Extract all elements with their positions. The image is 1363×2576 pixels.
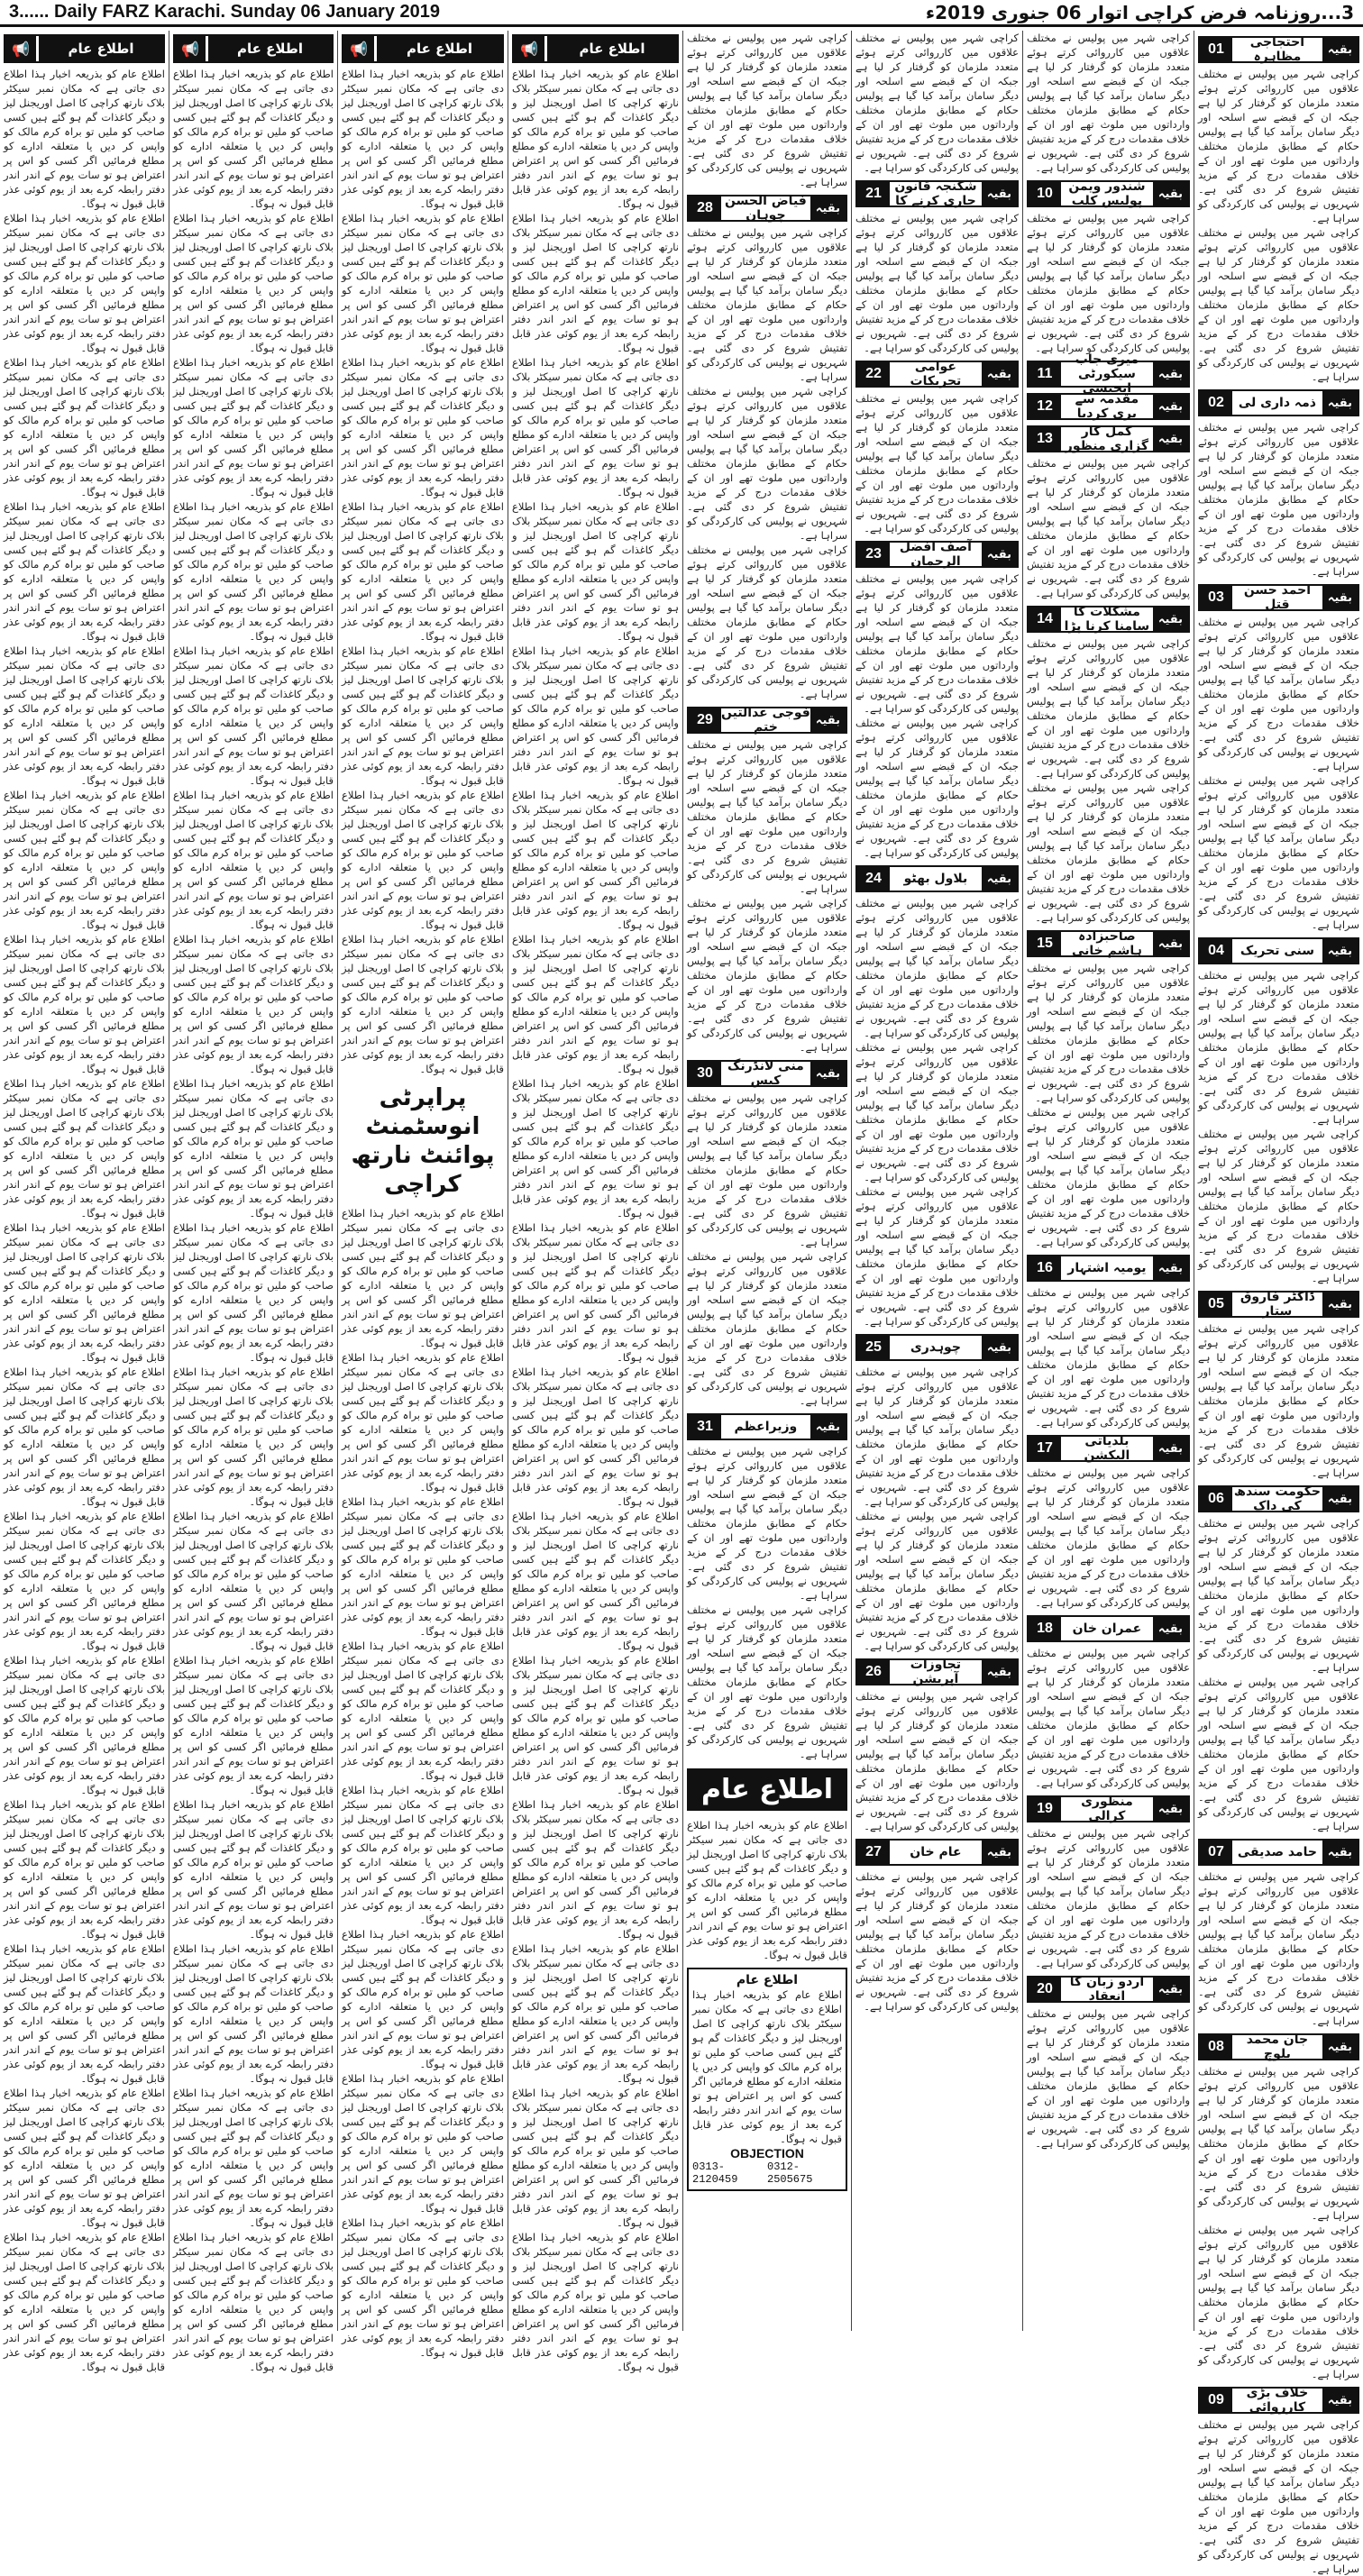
section-header-12: 12 مقدمہ سے بری کردیا بقیہ [1027, 393, 1190, 420]
section-header-17: 17 بلدیاتی الیکشن بقیہ [1027, 1435, 1190, 1462]
section-header-02: 02 ذمہ داری لی بقیہ [1198, 389, 1359, 416]
section-header-15: 15 صاحبزادہ ہاشم خانی بقیہ [1027, 930, 1190, 957]
section-header-16: 16 یومیہ اشتہار بقیہ [1027, 1255, 1190, 1282]
section-header-19: 19 منظوری کرالی بقیہ [1027, 1795, 1190, 1822]
section-header-13: 13 کمل کار گزاری منظور بقیہ [1027, 425, 1190, 452]
section-header-27: 27 عام خان بقیہ [855, 1839, 1019, 1866]
news-column-7: کراچی شہر میں پولیس نے مختلف علاقوں میں کارروائی کرتے ہوئے متعدد ملزمان کو گرفتار کر لیا ہے جبکہ ان کے قبضے سے اسلحہ اور دیگر سامان برآمد کیا گیا ہے پولیس حکام کے مطابق ملزمان مختلف وارداتوں میں ملوث تھے اور ان کے خلاف مقدمات درج کر کے مزید تفتیش شروع کر دی گئی ہے۔ شہریوں نے پولیس کی کارکردگی کو سراہا ہے۔ 10 شندور ویمن پولیس کلب بقیہ کراچی شہر میں پولیس نے مختلف علاقوں میں کارروائی کرتے ہوئے متعدد ملزمان کو گرفتار کر لیا ہے جبکہ ان کے قبضے سے اسلحہ اور دیگر سامان برآمد کیا گیا ہے پولیس حکام کے مطابق ملزمان مختلف وارداتوں میں ملوث تھے اور ان کے خلاف مقدمات درج کر کے مزید تفتیش شروع کر دی گئی ہے۔ شہریوں نے پولیس کی کارکردگی کو سراہا ہے۔ 11 میری جاب سیکورٹی ایجنسی بقیہ 12 مقدمہ سے بری کردیا بقیہ 13 کمل کار گزاری منظور بقیہ کراچی شہر میں پولیس نے مختلف علاقوں میں کارروائی کرتے ہوئے متعدد ملزمان کو گرفتار کر لیا ہے جبکہ ان کے قبضے سے اسلحہ اور دیگر سامان برآمد کیا گیا ہے پولیس حکام کے مطابق ملزمان مختلف وارداتوں میں ملوث تھے اور ان کے خلاف مقدمات درج کر کے مزید تفتیش شروع کر دی گئی ہے۔ شہریوں نے پولیس کی کارکردگی کو سراہا ہے۔ 14 مشکلات کا سامنا کرنا پڑا بقیہ کراچی شہر میں پولیس نے مختلف علاقوں میں کارروائی کرتے ہوئے متعدد ملزمان کو گرفتار کر لیا ہے جبکہ ان کے قبضے سے اسلحہ اور دیگر سامان برآمد کیا گیا ہے پولیس حکام کے مطابق ملزمان مختلف وارداتوں میں ملوث تھے اور ان کے خلاف مقدمات درج کر کے مزید تفتیش شروع کر دی گئی ہے۔ شہریوں نے پولیس کی کارکردگی کو سراہا ہے۔ کراچی شہر میں پولیس نے مختلف علاقوں میں کارروائی کرتے ہوئے متعدد ملزمان کو گرفتار کر لیا ہے جبکہ ان کے قبضے سے اسلحہ اور دیگر سامان برآمد کیا گیا ہے پولیس حکام کے مطابق ملزمان مختلف وارداتوں میں ملوث تھے اور ان کے خلاف مقدمات درج کر کے مزید تفتیش شروع کر دی گئی ہے۔ شہریوں نے پولیس کی کارکردگی کو سراہا ہے۔ 15 صاحبزادہ ہاشم خانی بقیہ کراچی شہر میں پولیس نے مختلف علاقوں میں کارروائی کرتے ہوئے متعدد ملزمان کو گرفتار کر لیا ہے جبکہ ان کے قبضے سے اسلحہ اور دیگر سامان برآمد کیا گیا ہے پولیس حکام کے مطابق ملزمان مختلف وارداتوں میں ملوث تھے اور ان کے خلاف مقدمات درج کر کے مزید تفتیش شروع کر دی گئی ہے۔ شہریوں نے پولیس کی کارکردگی کو سراہا ہے۔ کراچی شہر میں پولیس نے مختلف علاقوں میں کارروائی کرتے ہوئے متعدد ملزمان کو گرفتار کر لیا ہے جبکہ ان کے قبضے سے اسلحہ اور دیگر سامان برآمد کیا گیا ہے پولیس حکام کے مطابق ملزمان مختلف وارداتوں میں ملوث تھے اور ان کے خلاف مقدمات درج کر کے مزید تفتیش شروع کر دی گئی ہے۔ شہریوں نے پولیس کی کارکردگی کو سراہا ہے۔ 16 یومیہ اشتہار بقیہ کراچی شہر میں پولیس نے مختلف علاقوں میں کارروائی کرتے ہوئے متعدد ملزمان کو گرفتار کر لیا ہے جبکہ ان کے قبضے سے اسلحہ اور دیگر سامان برآمد کیا گیا ہے پولیس حکام کے مطابق ملزمان مختلف وارداتوں میں ملوث تھے اور ان کے خلاف مقدمات درج کر کے مزید تفتیش شروع کر دی گئی ہے۔ شہریوں نے پولیس کی کارکردگی کو سراہا ہے۔ 17 بلدیاتی الیکشن بقیہ کراچی شہر میں پولیس نے مختلف علاقوں میں کارروائی کرتے ہوئے متعدد ملزمان کو گرفتار کر لیا ہے جبکہ ان کے قبضے سے اسلحہ اور دیگر سامان برآمد کیا گیا ہے پولیس حکام کے مطابق ملزمان مختلف وارداتوں میں ملوث تھے اور ان کے خلاف مقدمات درج کر کے مزید تفتیش شروع کر دی گئی ہے۔ شہریوں نے پولیس کی کارکردگی کو سراہا ہے۔ 18 عمران خان بقیہ کراچی شہر میں پولیس نے مختلف علاقوں میں کارروائی کرتے ہوئے متعدد ملزمان کو گرفتار کر لیا ہے جبکہ ان کے قبضے سے اسلحہ اور دیگر سامان برآمد کیا گیا ہے پولیس حکام کے مطابق ملزمان مختلف وارداتوں میں ملوث تھے اور ان کے خلاف مقدمات درج کر کے مزید تفتیش شروع کر دی گئی ہے۔ شہریوں نے پولیس کی کارکردگی کو سراہا ہے۔ 19 منظوری کرالی بقیہ کراچی شہر میں پولیس نے مختلف علاقوں میں کارروائی کرتے ہوئے متعدد ملزمان کو گرفتار کر لیا ہے جبکہ ان کے قبضے سے اسلحہ اور دیگر سامان برآمد کیا گیا ہے پولیس حکام کے مطابق ملزمان مختلف وارداتوں میں ملوث تھے اور ان کے خلاف مقدمات درج کر کے مزید تفتیش شروع کر دی گئی ہے۔ شہریوں نے پولیس کی کارکردگی کو سراہا ہے۔ 20 اردو زبان کا انعقاد بقیہ کراچی شہر میں پولیس نے مختلف علاقوں میں کارروائی کرتے ہوئے متعدد ملزمان کو گرفتار کر لیا ہے جبکہ ان کے قبضے سے اسلحہ اور دیگر سامان برآمد کیا گیا ہے پولیس حکام کے مطابق ملزمان مختلف وارداتوں میں ملوث تھے اور ان کے خلاف مقدمات درج کر کے مزید تفتیش شروع کر دی گئی ہے۔ شہریوں نے پولیس کی کارکردگی کو سراہا ہے۔ [1027, 32, 1190, 2150]
section-header-09: 09 خلاف بڑی کارروائی بقیہ [1198, 2387, 1359, 2414]
section-header-26: 26 تجاوزات آپریشن بقیہ [855, 1658, 1019, 1685]
section-header-05: 05 ڈاکٹر فاروق ستار بقیہ [1198, 1291, 1359, 1318]
section-header-14: 14 مشکلات کا سامنا کرنا پڑا بقیہ [1027, 606, 1190, 633]
property-promo: پراپرٹی انوسٹمنٹ پوائنٹ نارتھ کراچی [351, 1084, 495, 1198]
section-header-24: 24 بلاول بھٹو بقیہ [855, 865, 1019, 892]
section-header-06: 06 حکومت سندھ کی داک بقیہ [1198, 1485, 1359, 1512]
section-header-03: 03 احمد حسن قتل بقیہ [1198, 584, 1359, 611]
news-column-6: کراچی شہر میں پولیس نے مختلف علاقوں میں کارروائی کرتے ہوئے متعدد ملزمان کو گرفتار کر لیا ہے جبکہ ان کے قبضے سے اسلحہ اور دیگر سامان برآمد کیا گیا ہے پولیس حکام کے مطابق ملزمان مختلف وارداتوں میں ملوث تھے اور ان کے خلاف مقدمات درج کر کے مزید تفتیش شروع کر دی گئی ہے۔ شہریوں نے پولیس کی کارکردگی کو سراہا ہے۔ 21 شکنجہ قانون جاری کرنے کا بقیہ کراچی شہر میں پولیس نے مختلف علاقوں میں کارروائی کرتے ہوئے متعدد ملزمان کو گرفتار کر لیا ہے جبکہ ان کے قبضے سے اسلحہ اور دیگر سامان برآمد کیا گیا ہے پولیس حکام کے مطابق ملزمان مختلف وارداتوں میں ملوث تھے اور ان کے خلاف مقدمات درج کر کے مزید تفتیش شروع کر دی گئی ہے۔ شہریوں نے پولیس کی کارکردگی کو سراہا ہے۔ 22 عوامی تحریکات بقیہ کراچی شہر میں پولیس نے مختلف علاقوں میں کارروائی کرتے ہوئے متعدد ملزمان کو گرفتار کر لیا ہے جبکہ ان کے قبضے سے اسلحہ اور دیگر سامان برآمد کیا گیا ہے پولیس حکام کے مطابق ملزمان مختلف وارداتوں میں ملوث تھے اور ان کے خلاف مقدمات درج کر کے مزید تفتیش شروع کر دی گئی ہے۔ شہریوں نے پولیس کی کارکردگی کو سراہا ہے۔ 23 آصف افضل الرحمان بقیہ کراچی شہر میں پولیس نے مختلف علاقوں میں کارروائی کرتے ہوئے متعدد ملزمان کو گرفتار کر لیا ہے جبکہ ان کے قبضے سے اسلحہ اور دیگر سامان برآمد کیا گیا ہے پولیس حکام کے مطابق ملزمان مختلف وارداتوں میں ملوث تھے اور ان کے خلاف مقدمات درج کر کے مزید تفتیش شروع کر دی گئی ہے۔ شہریوں نے پولیس کی کارکردگی کو سراہا ہے۔ کراچی شہر میں پولیس نے مختلف علاقوں میں کارروائی کرتے ہوئے متعدد ملزمان کو گرفتار کر لیا ہے جبکہ ان کے قبضے سے اسلحہ اور دیگر سامان برآمد کیا گیا ہے پولیس حکام کے مطابق ملزمان مختلف وارداتوں میں ملوث تھے اور ان کے خلاف مقدمات درج کر کے مزید تفتیش شروع کر دی گئی ہے۔ شہریوں نے پولیس کی کارکردگی کو سراہا ہے۔ 24 بلاول بھٹو بقیہ کراچی شہر میں پولیس نے مختلف علاقوں میں کارروائی کرتے ہوئے متعدد ملزمان کو گرفتار کر لیا ہے جبکہ ان کے قبضے سے اسلحہ اور دیگر سامان برآمد کیا گیا ہے پولیس حکام کے مطابق ملزمان مختلف وارداتوں میں ملوث تھے اور ان کے خلاف مقدمات درج کر کے مزید تفتیش شروع کر دی گئی ہے۔ شہریوں نے پولیس کی کارکردگی کو سراہا ہے۔ کراچی شہر میں پولیس نے مختلف علاقوں میں کارروائی کرتے ہوئے متعدد ملزمان کو گرفتار کر لیا ہے جبکہ ان کے قبضے سے اسلحہ اور دیگر سامان برآمد کیا گیا ہے پولیس حکام کے مطابق ملزمان مختلف وارداتوں میں ملوث تھے اور ان کے خلاف مقدمات درج کر کے مزید تفتیش شروع کر دی گئی ہے۔ شہریوں نے پولیس کی کارکردگی کو سراہا ہے۔ کراچی شہر میں پولیس نے مختلف علاقوں میں کارروائی کرتے ہوئے متعدد ملزمان کو گرفتار کر لیا ہے جبکہ ان کے قبضے سے اسلحہ اور دیگر سامان برآمد کیا گیا ہے پولیس حکام کے مطابق ملزمان مختلف وارداتوں میں ملوث تھے اور ان کے خلاف مقدمات درج کر کے مزید تفتیش شروع کر دی گئی ہے۔ شہریوں نے پولیس کی کارکردگی کو سراہا ہے۔ 25 چوہدری بقیہ کراچی شہر میں پولیس نے مختلف علاقوں میں کارروائی کرتے ہوئے متعدد ملزمان کو گرفتار کر لیا ہے جبکہ ان کے قبضے سے اسلحہ اور دیگر سامان برآمد کیا گیا ہے پولیس حکام کے مطابق ملزمان مختلف وارداتوں میں ملوث تھے اور ان کے خلاف مقدمات درج کر کے مزید تفتیش شروع کر دی گئی ہے۔ شہریوں نے پولیس کی کارکردگی کو سراہا ہے۔ کراچی شہر میں پولیس نے مختلف علاقوں میں کارروائی کرتے ہوئے متعدد ملزمان کو گرفتار کر لیا ہے جبکہ ان کے قبضے سے اسلحہ اور دیگر سامان برآمد کیا گیا ہے پولیس حکام کے مطابق ملزمان مختلف وارداتوں میں ملوث تھے اور ان کے خلاف مقدمات درج کر کے مزید تفتیش شروع کر دی گئی ہے۔ شہریوں نے پولیس کی کارکردگی کو سراہا ہے۔ 26 تجاوزات آپریشن بقیہ کراچی شہر میں پولیس نے مختلف علاقوں میں کارروائی کرتے ہوئے متعدد ملزمان کو گرفتار کر لیا ہے جبکہ ان کے قبضے سے اسلحہ اور دیگر سامان برآمد کیا گیا ہے پولیس حکام کے مطابق ملزمان مختلف وارداتوں میں ملوث تھے اور ان کے خلاف مقدمات درج کر کے مزید تفتیش شروع کر دی گئی ہے۔ شہریوں نے پولیس کی کارکردگی کو سراہا ہے۔ 27 عام خان بقیہ کراچی شہر میں پولیس نے مختلف علاقوں میں کارروائی کرتے ہوئے متعدد ملزمان کو گرفتار کر لیا ہے جبکہ ان کے قبضے سے اسلحہ اور دیگر سامان برآمد کیا گیا ہے پولیس حکام کے مطابق ملزمان مختلف وارداتوں میں ملوث تھے اور ان کے خلاف مقدمات درج کر کے مزید تفتیش شروع کر دی گئی ہے۔ شہریوں نے پولیس کی کارکردگی کو سراہا ہے۔ [855, 32, 1019, 2013]
megaphone-icon: 📢 [5, 36, 36, 61]
masthead [0, 0, 1363, 27]
section-header-04: 04 سنی تحریک بقیہ [1198, 937, 1359, 964]
ilan-aam-header: 📢 اطلاع عام [4, 34, 165, 63]
section-header-22: 22 عوامی تحریکات بقیہ [855, 361, 1019, 388]
section-header-11: 11 میری جاب سیکورٹی ایجنسی بقیہ [1027, 361, 1190, 388]
classifieds-column-4: 📢 اطلاع عام اطلاع عام کو بذریعہ اخبار ہذا اطلاع دی جاتی ہے کہ مکان نمبر سیکٹر بلاک نارتھ کراچی کا اصل اوریجنل لیز و دیگر کاغذات گم ہو گئے ہیں کسی صاحب کو ملیں تو براہ کرم مالک کو واپس کر دیں یا متعلقہ ادارے کو مطلع فرمائیں اگر کسی کو اس پر اعتراض ہو تو سات یوم کے اندر اندر دفتر رابطہ کرے بعد از یوم کوئی عذر قابل قبول نہ ہوگا۔ اطلاع عام کو بذریعہ اخبار ہذا اطلاع دی جاتی ہے کہ مکان نمبر سیکٹر بلاک نارتھ کراچی کا اصل اوریجنل لیز و دیگر کاغذات گم ہو گئے ہیں کسی صاحب کو ملیں تو براہ کرم مالک کو واپس کر دیں یا متعلقہ ادارے کو مطلع فرمائیں اگر کسی کو اس پر اعتراض ہو تو سات یوم کے اندر اندر دفتر رابطہ کرے بعد از یوم کوئی عذر قابل قبول نہ ہوگا۔ اطلاع عام کو بذریعہ اخبار ہذا اطلاع دی جاتی ہے کہ مکان نمبر سیکٹر بلاک نارتھ کراچی کا اصل اوریجنل لیز و دیگر کاغذات گم ہو گئے ہیں کسی صاحب کو ملیں تو براہ کرم مالک کو واپس کر دیں یا متعلقہ ادارے کو مطلع فرمائیں اگر کسی کو اس پر اعتراض ہو تو سات یوم کے اندر اندر دفتر رابطہ کرے بعد از یوم کوئی عذر قابل قبول نہ ہوگا۔ اطلاع عام کو بذریعہ اخبار ہذا اطلاع دی جاتی ہے کہ مکان نمبر سیکٹر بلاک نارتھ کراچی کا اصل اوریجنل لیز و دیگر کاغذات گم ہو گئے ہیں کسی صاحب کو ملیں تو براہ کرم مالک کو واپس کر دیں یا متعلقہ ادارے کو مطلع فرمائیں اگر کسی کو اس پر اعتراض ہو تو سات یوم کے اندر اندر دفتر رابطہ کرے بعد از یوم کوئی عذر قابل قبول نہ ہوگا۔ اطلاع عام کو بذریعہ اخبار ہذا اطلاع دی جاتی ہے کہ مکان نمبر سیکٹر بلاک نارتھ کراچی کا اصل اوریجنل لیز و دیگر کاغذات گم ہو گئے ہیں کسی صاحب کو ملیں تو براہ کرم مالک کو واپس کر دیں یا متعلقہ ادارے کو مطلع فرمائیں اگر کسی کو اس پر اعتراض ہو تو سات یوم کے اندر اندر دفتر رابطہ کرے بعد از یوم کوئی عذر قابل قبول نہ ہوگا۔ اطلاع عام کو بذریعہ اخبار ہذا اطلاع دی جاتی ہے کہ مکان نمبر سیکٹر بلاک نارتھ کراچی کا اصل اوریجنل لیز و دیگر کاغذات گم ہو گئے ہیں کسی صاحب کو ملیں تو براہ کرم مالک کو واپس کر دیں یا متعلقہ ادارے کو مطلع فرمائیں اگر کسی کو اس پر اعتراض ہو تو سات یوم کے اندر اندر دفتر رابطہ کرے بعد از یوم کوئی عذر قابل قبول نہ ہوگا۔ اطلاع عام کو بذریعہ اخبار ہذا اطلاع دی جاتی ہے کہ مکان نمبر سیکٹر بلاک نارتھ کراچی کا اصل اوریجنل لیز و دیگر کاغذات گم ہو گئے ہیں کسی صاحب کو ملیں تو براہ کرم مالک کو واپس کر دیں یا متعلقہ ادارے کو مطلع فرمائیں اگر کسی کو اس پر اعتراض ہو تو سات یوم کے اندر اندر دفتر رابطہ کرے بعد از یوم کوئی عذر قابل قبول نہ ہوگا۔ اطلاع عام کو بذریعہ اخبار ہذا اطلاع دی جاتی ہے کہ مکان نمبر سیکٹر بلاک نارتھ کراچی کا اصل اوریجنل لیز و دیگر کاغذات گم ہو گئے ہیں کسی صاحب کو ملیں تو براہ کرم مالک کو واپس کر دیں یا متعلقہ ادارے کو مطلع فرمائیں اگر کسی کو اس پر اعتراض ہو تو سات یوم کے اندر اندر دفتر رابطہ کرے بعد از یوم کوئی عذر قابل قبول نہ ہوگا۔ اطلاع عام کو بذریعہ اخبار ہذا اطلاع دی جاتی ہے کہ مکان نمبر سیکٹر بلاک نارتھ کراچی کا اصل اوریجنل لیز و دیگر کاغذات گم ہو گئے ہیں کسی صاحب کو ملیں تو براہ کرم مالک کو واپس کر دیں یا متعلقہ ادارے کو مطلع فرمائیں اگر کسی کو اس پر اعتراض ہو تو سات یوم کے اندر اندر دفتر رابطہ کرے بعد از یوم کوئی عذر قابل قبول نہ ہوگا۔ اطلاع عام کو بذریعہ اخبار ہذا اطلاع دی جاتی ہے کہ مکان نمبر سیکٹر بلاک نارتھ کراچی کا اصل اوریجنل لیز و دیگر کاغذات گم ہو گئے ہیں کسی صاحب کو ملیں تو براہ کرم مالک کو واپس کر دیں یا متعلقہ ادارے کو مطلع فرمائیں اگر کسی کو اس پر اعتراض ہو تو سات یوم کے اندر اندر دفتر رابطہ کرے بعد از یوم کوئی عذر قابل قبول نہ ہوگا۔ اطلاع عام کو بذریعہ اخبار ہذا اطلاع دی جاتی ہے کہ مکان نمبر سیکٹر بلاک نارتھ کراچی کا اصل اوریجنل لیز و دیگر کاغذات گم ہو گئے ہیں کسی صاحب کو ملیں تو براہ کرم مالک کو واپس کر دیں یا متعلقہ ادارے کو مطلع فرمائیں اگر کسی کو اس پر اعتراض ہو تو سات یوم کے اندر اندر دفتر رابطہ کرے بعد از یوم کوئی عذر قابل قبول نہ ہوگا۔ اطلاع عام کو بذریعہ اخبار ہذا اطلاع دی جاتی ہے کہ مکان نمبر سیکٹر بلاک نارتھ کراچی کا اصل اوریجنل لیز و دیگر کاغذات گم ہو گئے ہیں کسی صاحب کو ملیں تو براہ کرم مالک کو واپس کر دیں یا متعلقہ ادارے کو مطلع فرمائیں اگر کسی کو اس پر اعتراض ہو تو سات یوم کے اندر اندر دفتر رابطہ کرے بعد از یوم کوئی عذر قابل قبول نہ ہوگا۔ اطلاع عام کو بذریعہ اخبار ہذا اطلاع دی جاتی ہے کہ مکان نمبر سیکٹر بلاک نارتھ کراچی کا اصل اوریجنل لیز و دیگر کاغذات گم ہو گئے ہیں کسی صاحب کو ملیں تو براہ کرم مالک کو واپس کر دیں یا متعلقہ ادارے کو مطلع فرمائیں اگر کسی کو اس پر اعتراض ہو تو سات یوم کے اندر اندر دفتر رابطہ کرے بعد از یوم کوئی عذر قابل قبول نہ ہوگا۔ اطلاع عام کو بذریعہ اخبار ہذا اطلاع دی جاتی ہے کہ مکان نمبر سیکٹر بلاک نارتھ کراچی کا اصل اوریجنل لیز و دیگر کاغذات گم ہو گئے ہیں کسی صاحب کو ملیں تو براہ کرم مالک کو واپس کر دیں یا متعلقہ ادارے کو مطلع فرمائیں اگر کسی کو اس پر اعتراض ہو تو سات یوم کے اندر اندر دفتر رابطہ کرے بعد از یوم کوئی عذر قابل قبول نہ ہوگا۔ اطلاع عام کو بذریعہ اخبار ہذا اطلاع دی جاتی ہے کہ مکان نمبر سیکٹر بلاک نارتھ کراچی کا اصل اوریجنل لیز و دیگر کاغذات گم ہو گئے ہیں کسی صاحب کو ملیں تو براہ کرم مالک کو واپس کر دیں یا متعلقہ ادارے کو مطلع فرمائیں اگر کسی کو اس پر اعتراض ہو تو سات یوم کے اندر اندر دفتر رابطہ کرے بعد از یوم کوئی عذر قابل قبول نہ ہوگا۔ اطلاع عام کو بذریعہ اخبار ہذا اطلاع دی جاتی ہے کہ مکان نمبر سیکٹر بلاک نارتھ کراچی کا اصل اوریجنل لیز و دیگر کاغذات گم ہو گئے ہیں کسی صاحب کو ملیں تو براہ کرم مالک کو واپس کر دیں یا متعلقہ ادارے کو مطلع فرمائیں اگر کسی کو اس پر اعتراض ہو تو سات یوم کے اندر اندر دفتر رابطہ کرے بعد از یوم کوئی عذر قابل قبول نہ ہوگا۔ [508, 31, 682, 2331]
masthead-urdu: 3...روزنامہ فرض کراچی اتوار 06 جنوری 2019ء [925, 1, 1354, 23]
section-header-01: 01 احتجاجی مظاہرہ بقیہ [1198, 36, 1359, 63]
section-header-23: 23 آصف افضل الرحمان بقیہ [855, 541, 1019, 568]
megaphone-icon: 📢 [343, 36, 374, 61]
objection-notice: اطلاع عام اطلاع عام کو بذریعہ اخبار ہذا اطلاع دی جاتی ہے کہ مکان نمبر سیکٹر بلاک نارتھ کراچی کا اصل اوریجنل لیز و دیگر کاغذات گم ہو گئے ہیں کسی صاحب کو ملیں تو براہ کرم مالک کو واپس کر دیں یا متعلقہ ادارے کو مطلع فرمائیں اگر کسی کو اس پر اعتراض ہو تو سات یوم کے اندر اندر دفتر رابطہ کرے بعد از یوم کوئی عذر قابل قبول نہ ہوگا۔ OBJECTION 0313-2120459 0312-2505675 [687, 1968, 847, 2191]
masthead-english: 3...... Daily FARZ Karachi. Sunday 06 January 2019 [9, 2, 440, 22]
ilan-aam-banner: اطلاع عام [687, 1768, 847, 1811]
ilan-aam-header: 📢 اطلاع عام [173, 34, 334, 63]
megaphone-icon: 📢 [514, 36, 544, 61]
section-header-31: 31 وزیراعظم بقیہ [687, 1413, 847, 1440]
section-header-29: 29 فوجی عدالتیں ختم بقیہ [687, 707, 847, 734]
section-header-08: 08 جان محمد بلوچ بقیہ [1198, 2033, 1359, 2060]
classifieds-column-3: 📢 اطلاع عام اطلاع عام کو بذریعہ اخبار ہذا اطلاع دی جاتی ہے کہ مکان نمبر سیکٹر بلاک نارتھ کراچی کا اصل اوریجنل لیز و دیگر کاغذات گم ہو گئے ہیں کسی صاحب کو ملیں تو براہ کرم مالک کو واپس کر دیں یا متعلقہ ادارے کو مطلع فرمائیں اگر کسی کو اس پر اعتراض ہو تو سات یوم کے اندر اندر دفتر رابطہ کرے بعد از یوم کوئی عذر قابل قبول نہ ہوگا۔ اطلاع عام کو بذریعہ اخبار ہذا اطلاع دی جاتی ہے کہ مکان نمبر سیکٹر بلاک نارتھ کراچی کا اصل اوریجنل لیز و دیگر کاغذات گم ہو گئے ہیں کسی صاحب کو ملیں تو براہ کرم مالک کو واپس کر دیں یا متعلقہ ادارے کو مطلع فرمائیں اگر کسی کو اس پر اعتراض ہو تو سات یوم کے اندر اندر دفتر رابطہ کرے بعد از یوم کوئی عذر قابل قبول نہ ہوگا۔ اطلاع عام کو بذریعہ اخبار ہذا اطلاع دی جاتی ہے کہ مکان نمبر سیکٹر بلاک نارتھ کراچی کا اصل اوریجنل لیز و دیگر کاغذات گم ہو گئے ہیں کسی صاحب کو ملیں تو براہ کرم مالک کو واپس کر دیں یا متعلقہ ادارے کو مطلع فرمائیں اگر کسی کو اس پر اعتراض ہو تو سات یوم کے اندر اندر دفتر رابطہ کرے بعد از یوم کوئی عذر قابل قبول نہ ہوگا۔ اطلاع عام کو بذریعہ اخبار ہذا اطلاع دی جاتی ہے کہ مکان نمبر سیکٹر بلاک نارتھ کراچی کا اصل اوریجنل لیز و دیگر کاغذات گم ہو گئے ہیں کسی صاحب کو ملیں تو براہ کرم مالک کو واپس کر دیں یا متعلقہ ادارے کو مطلع فرمائیں اگر کسی کو اس پر اعتراض ہو تو سات یوم کے اندر اندر دفتر رابطہ کرے بعد از یوم کوئی عذر قابل قبول نہ ہوگا۔ اطلاع عام کو بذریعہ اخبار ہذا اطلاع دی جاتی ہے کہ مکان نمبر سیکٹر بلاک نارتھ کراچی کا اصل اوریجنل لیز و دیگر کاغذات گم ہو گئے ہیں کسی صاحب کو ملیں تو براہ کرم مالک کو واپس کر دیں یا متعلقہ ادارے کو مطلع فرمائیں اگر کسی کو اس پر اعتراض ہو تو سات یوم کے اندر اندر دفتر رابطہ کرے بعد از یوم کوئی عذر قابل قبول نہ ہوگا۔ اطلاع عام کو بذریعہ اخبار ہذا اطلاع دی جاتی ہے کہ مکان نمبر سیکٹر بلاک نارتھ کراچی کا اصل اوریجنل لیز و دیگر کاغذات گم ہو گئے ہیں کسی صاحب کو ملیں تو براہ کرم مالک کو واپس کر دیں یا متعلقہ ادارے کو مطلع فرمائیں اگر کسی کو اس پر اعتراض ہو تو سات یوم کے اندر اندر دفتر رابطہ کرے بعد از یوم کوئی عذر قابل قبول نہ ہوگا۔ اطلاع عام کو بذریعہ اخبار ہذا اطلاع دی جاتی ہے کہ مکان نمبر سیکٹر بلاک نارتھ کراچی کا اصل اوریجنل لیز و دیگر کاغذات گم ہو گئے ہیں کسی صاحب کو ملیں تو براہ کرم مالک کو واپس کر دیں یا متعلقہ ادارے کو مطلع فرمائیں اگر کسی کو اس پر اعتراض ہو تو سات یوم کے اندر اندر دفتر رابطہ کرے بعد از یوم کوئی عذر قابل قبول نہ ہوگا۔ پراپرٹی انوسٹمنٹ پوائنٹ نارتھ کراچی اطلاع عام کو بذریعہ اخبار ہذا اطلاع دی جاتی ہے کہ مکان نمبر سیکٹر بلاک نارتھ کراچی کا اصل اوریجنل لیز و دیگر کاغذات گم ہو گئے ہیں کسی صاحب کو ملیں تو براہ کرم مالک کو واپس کر دیں یا متعلقہ ادارے کو مطلع فرمائیں اگر کسی کو اس پر اعتراض ہو تو سات یوم کے اندر اندر دفتر رابطہ کرے بعد از یوم کوئی عذر قابل قبول نہ ہوگا۔ اطلاع عام کو بذریعہ اخبار ہذا اطلاع دی جاتی ہے کہ مکان نمبر سیکٹر بلاک نارتھ کراچی کا اصل اوریجنل لیز و دیگر کاغذات گم ہو گئے ہیں کسی صاحب کو ملیں تو براہ کرم مالک کو واپس کر دیں یا متعلقہ ادارے کو مطلع فرمائیں اگر کسی کو اس پر اعتراض ہو تو سات یوم کے اندر اندر دفتر رابطہ کرے بعد از یوم کوئی عذر قابل قبول نہ ہوگا۔ اطلاع عام کو بذریعہ اخبار ہذا اطلاع دی جاتی ہے کہ مکان نمبر سیکٹر بلاک نارتھ کراچی کا اصل اوریجنل لیز و دیگر کاغذات گم ہو گئے ہیں کسی صاحب کو ملیں تو براہ کرم مالک کو واپس کر دیں یا متعلقہ ادارے کو مطلع فرمائیں اگر کسی کو اس پر اعتراض ہو تو سات یوم کے اندر اندر دفتر رابطہ کرے بعد از یوم کوئی عذر قابل قبول نہ ہوگا۔ اطلاع عام کو بذریعہ اخبار ہذا اطلاع دی جاتی ہے کہ مکان نمبر سیکٹر بلاک نارتھ کراچی کا اصل اوریجنل لیز و دیگر کاغذات گم ہو گئے ہیں کسی صاحب کو ملیں تو براہ کرم مالک کو واپس کر دیں یا متعلقہ ادارے کو مطلع فرمائیں اگر کسی کو اس پر اعتراض ہو تو سات یوم کے اندر اندر دفتر رابطہ کرے بعد از یوم کوئی عذر قابل قبول نہ ہوگا۔ اطلاع عام کو بذریعہ اخبار ہذا اطلاع دی جاتی ہے کہ مکان نمبر سیکٹر بلاک نارتھ کراچی کا اصل اوریجنل لیز و دیگر کاغذات گم ہو گئے ہیں کسی صاحب کو ملیں تو براہ کرم مالک کو واپس کر دیں یا متعلقہ ادارے کو مطلع فرمائیں اگر کسی کو اس پر اعتراض ہو تو سات یوم کے اندر اندر دفتر رابطہ کرے بعد از یوم کوئی عذر قابل قبول نہ ہوگا۔ اطلاع عام کو بذریعہ اخبار ہذا اطلاع دی جاتی ہے کہ مکان نمبر سیکٹر بلاک نارتھ کراچی کا اصل اوریجنل لیز و دیگر کاغذات گم ہو گئے ہیں کسی صاحب کو ملیں تو براہ کرم مالک کو واپس کر دیں یا متعلقہ ادارے کو مطلع فرمائیں اگر کسی کو اس پر اعتراض ہو تو سات یوم کے اندر اندر دفتر رابطہ کرے بعد از یوم کوئی عذر قابل قبول نہ ہوگا۔ اطلاع عام کو بذریعہ اخبار ہذا اطلاع دی جاتی ہے کہ مکان نمبر سیکٹر بلاک نارتھ کراچی کا اصل اوریجنل لیز و دیگر کاغذات گم ہو گئے ہیں کسی صاحب کو ملیں تو براہ کرم مالک کو واپس کر دیں یا متعلقہ ادارے کو مطلع فرمائیں اگر کسی کو اس پر اعتراض ہو تو سات یوم کے اندر اندر دفتر رابطہ کرے بعد از یوم کوئی عذر قابل قبول نہ ہوگا۔ اطلاع عام کو بذریعہ اخبار ہذا اطلاع دی جاتی ہے کہ مکان نمبر سیکٹر بلاک نارتھ کراچی کا اصل اوریجنل لیز و دیگر کاغذات گم ہو گئے ہیں کسی صاحب کو ملیں تو براہ کرم مالک کو واپس کر دیں یا متعلقہ ادارے کو مطلع فرمائیں اگر کسی کو اس پر اعتراض ہو تو سات یوم کے اندر اندر دفتر رابطہ کرے بعد از یوم کوئی عذر قابل قبول نہ ہوگا۔ [338, 31, 508, 2331]
section-header-30: 30 منی لانڈرنگ کیس بقیہ [687, 1060, 847, 1087]
ilan-aam-header: 📢 اطلاع عام [342, 34, 504, 63]
section-header-10: 10 شندور ویمن پولیس کلب بقیہ [1027, 180, 1190, 207]
classifieds-column-1: 📢 اطلاع عام اطلاع عام کو بذریعہ اخبار ہذا اطلاع دی جاتی ہے کہ مکان نمبر سیکٹر بلاک نارتھ کراچی کا اصل اوریجنل لیز و دیگر کاغذات گم ہو گئے ہیں کسی صاحب کو ملیں تو براہ کرم مالک کو واپس کر دیں یا متعلقہ ادارے کو مطلع فرمائیں اگر کسی کو اس پر اعتراض ہو تو سات یوم کے اندر اندر دفتر رابطہ کرے بعد از یوم کوئی عذر قابل قبول نہ ہوگا۔ اطلاع عام کو بذریعہ اخبار ہذا اطلاع دی جاتی ہے کہ مکان نمبر سیکٹر بلاک نارتھ کراچی کا اصل اوریجنل لیز و دیگر کاغذات گم ہو گئے ہیں کسی صاحب کو ملیں تو براہ کرم مالک کو واپس کر دیں یا متعلقہ ادارے کو مطلع فرمائیں اگر کسی کو اس پر اعتراض ہو تو سات یوم کے اندر اندر دفتر رابطہ کرے بعد از یوم کوئی عذر قابل قبول نہ ہوگا۔ اطلاع عام کو بذریعہ اخبار ہذا اطلاع دی جاتی ہے کہ مکان نمبر سیکٹر بلاک نارتھ کراچی کا اصل اوریجنل لیز و دیگر کاغذات گم ہو گئے ہیں کسی صاحب کو ملیں تو براہ کرم مالک کو واپس کر دیں یا متعلقہ ادارے کو مطلع فرمائیں اگر کسی کو اس پر اعتراض ہو تو سات یوم کے اندر اندر دفتر رابطہ کرے بعد از یوم کوئی عذر قابل قبول نہ ہوگا۔ اطلاع عام کو بذریعہ اخبار ہذا اطلاع دی جاتی ہے کہ مکان نمبر سیکٹر بلاک نارتھ کراچی کا اصل اوریجنل لیز و دیگر کاغذات گم ہو گئے ہیں کسی صاحب کو ملیں تو براہ کرم مالک کو واپس کر دیں یا متعلقہ ادارے کو مطلع فرمائیں اگر کسی کو اس پر اعتراض ہو تو سات یوم کے اندر اندر دفتر رابطہ کرے بعد از یوم کوئی عذر قابل قبول نہ ہوگا۔ اطلاع عام کو بذریعہ اخبار ہذا اطلاع دی جاتی ہے کہ مکان نمبر سیکٹر بلاک نارتھ کراچی کا اصل اوریجنل لیز و دیگر کاغذات گم ہو گئے ہیں کسی صاحب کو ملیں تو براہ کرم مالک کو واپس کر دیں یا متعلقہ ادارے کو مطلع فرمائیں اگر کسی کو اس پر اعتراض ہو تو سات یوم کے اندر اندر دفتر رابطہ کرے بعد از یوم کوئی عذر قابل قبول نہ ہوگا۔ اطلاع عام کو بذریعہ اخبار ہذا اطلاع دی جاتی ہے کہ مکان نمبر سیکٹر بلاک نارتھ کراچی کا اصل اوریجنل لیز و دیگر کاغذات گم ہو گئے ہیں کسی صاحب کو ملیں تو براہ کرم مالک کو واپس کر دیں یا متعلقہ ادارے کو مطلع فرمائیں اگر کسی کو اس پر اعتراض ہو تو سات یوم کے اندر اندر دفتر رابطہ کرے بعد از یوم کوئی عذر قابل قبول نہ ہوگا۔ اطلاع عام کو بذریعہ اخبار ہذا اطلاع دی جاتی ہے کہ مکان نمبر سیکٹر بلاک نارتھ کراچی کا اصل اوریجنل لیز و دیگر کاغذات گم ہو گئے ہیں کسی صاحب کو ملیں تو براہ کرم مالک کو واپس کر دیں یا متعلقہ ادارے کو مطلع فرمائیں اگر کسی کو اس پر اعتراض ہو تو سات یوم کے اندر اندر دفتر رابطہ کرے بعد از یوم کوئی عذر قابل قبول نہ ہوگا۔ اطلاع عام کو بذریعہ اخبار ہذا اطلاع دی جاتی ہے کہ مکان نمبر سیکٹر بلاک نارتھ کراچی کا اصل اوریجنل لیز و دیگر کاغذات گم ہو گئے ہیں کسی صاحب کو ملیں تو براہ کرم مالک کو واپس کر دیں یا متعلقہ ادارے کو مطلع فرمائیں اگر کسی کو اس پر اعتراض ہو تو سات یوم کے اندر اندر دفتر رابطہ کرے بعد از یوم کوئی عذر قابل قبول نہ ہوگا۔ اطلاع عام کو بذریعہ اخبار ہذا اطلاع دی جاتی ہے کہ مکان نمبر سیکٹر بلاک نارتھ کراچی کا اصل اوریجنل لیز و دیگر کاغذات گم ہو گئے ہیں کسی صاحب کو ملیں تو براہ کرم مالک کو واپس کر دیں یا متعلقہ ادارے کو مطلع فرمائیں اگر کسی کو اس پر اعتراض ہو تو سات یوم کے اندر اندر دفتر رابطہ کرے بعد از یوم کوئی عذر قابل قبول نہ ہوگا۔ اطلاع عام کو بذریعہ اخبار ہذا اطلاع دی جاتی ہے کہ مکان نمبر سیکٹر بلاک نارتھ کراچی کا اصل اوریجنل لیز و دیگر کاغذات گم ہو گئے ہیں کسی صاحب کو ملیں تو براہ کرم مالک کو واپس کر دیں یا متعلقہ ادارے کو مطلع فرمائیں اگر کسی کو اس پر اعتراض ہو تو سات یوم کے اندر اندر دفتر رابطہ کرے بعد از یوم کوئی عذر قابل قبول نہ ہوگا۔ اطلاع عام کو بذریعہ اخبار ہذا اطلاع دی جاتی ہے کہ مکان نمبر سیکٹر بلاک نارتھ کراچی کا اصل اوریجنل لیز و دیگر کاغذات گم ہو گئے ہیں کسی صاحب کو ملیں تو براہ کرم مالک کو واپس کر دیں یا متعلقہ ادارے کو مطلع فرمائیں اگر کسی کو اس پر اعتراض ہو تو سات یوم کے اندر اندر دفتر رابطہ کرے بعد از یوم کوئی عذر قابل قبول نہ ہوگا۔ اطلاع عام کو بذریعہ اخبار ہذا اطلاع دی جاتی ہے کہ مکان نمبر سیکٹر بلاک نارتھ کراچی کا اصل اوریجنل لیز و دیگر کاغذات گم ہو گئے ہیں کسی صاحب کو ملیں تو براہ کرم مالک کو واپس کر دیں یا متعلقہ ادارے کو مطلع فرمائیں اگر کسی کو اس پر اعتراض ہو تو سات یوم کے اندر اندر دفتر رابطہ کرے بعد از یوم کوئی عذر قابل قبول نہ ہوگا۔ اطلاع عام کو بذریعہ اخبار ہذا اطلاع دی جاتی ہے کہ مکان نمبر سیکٹر بلاک نارتھ کراچی کا اصل اوریجنل لیز و دیگر کاغذات گم ہو گئے ہیں کسی صاحب کو ملیں تو براہ کرم مالک کو واپس کر دیں یا متعلقہ ادارے کو مطلع فرمائیں اگر کسی کو اس پر اعتراض ہو تو سات یوم کے اندر اندر دفتر رابطہ کرے بعد از یوم کوئی عذر قابل قبول نہ ہوگا۔ اطلاع عام کو بذریعہ اخبار ہذا اطلاع دی جاتی ہے کہ مکان نمبر سیکٹر بلاک نارتھ کراچی کا اصل اوریجنل لیز و دیگر کاغذات گم ہو گئے ہیں کسی صاحب کو ملیں تو براہ کرم مالک کو واپس کر دیں یا متعلقہ ادارے کو مطلع فرمائیں اگر کسی کو اس پر اعتراض ہو تو سات یوم کے اندر اندر دفتر رابطہ کرے بعد از یوم کوئی عذر قابل قبول نہ ہوگا۔ اطلاع عام کو بذریعہ اخبار ہذا اطلاع دی جاتی ہے کہ مکان نمبر سیکٹر بلاک نارتھ کراچی کا اصل اوریجنل لیز و دیگر کاغذات گم ہو گئے ہیں کسی صاحب کو ملیں تو براہ کرم مالک کو واپس کر دیں یا متعلقہ ادارے کو مطلع فرمائیں اگر کسی کو اس پر اعتراض ہو تو سات یوم کے اندر اندر دفتر رابطہ کرے بعد از یوم کوئی عذر قابل قبول نہ ہوگا۔ اطلاع عام کو بذریعہ اخبار ہذا اطلاع دی جاتی ہے کہ مکان نمبر سیکٹر بلاک نارتھ کراچی کا اصل اوریجنل لیز و دیگر کاغذات گم ہو گئے ہیں کسی صاحب کو ملیں تو براہ کرم مالک کو واپس کر دیں یا متعلقہ ادارے کو مطلع فرمائیں اگر کسی کو اس پر اعتراض ہو تو سات یوم کے اندر اندر دفتر رابطہ کرے بعد از یوم کوئی عذر قابل قبول نہ ہوگا۔ [0, 31, 169, 2331]
megaphone-icon: 📢 [175, 36, 206, 61]
section-header-25: 25 چوہدری بقیہ [855, 1334, 1019, 1361]
classifieds-column-2: 📢 اطلاع عام اطلاع عام کو بذریعہ اخبار ہذا اطلاع دی جاتی ہے کہ مکان نمبر سیکٹر بلاک نارتھ کراچی کا اصل اوریجنل لیز و دیگر کاغذات گم ہو گئے ہیں کسی صاحب کو ملیں تو براہ کرم مالک کو واپس کر دیں یا متعلقہ ادارے کو مطلع فرمائیں اگر کسی کو اس پر اعتراض ہو تو سات یوم کے اندر اندر دفتر رابطہ کرے بعد از یوم کوئی عذر قابل قبول نہ ہوگا۔ اطلاع عام کو بذریعہ اخبار ہذا اطلاع دی جاتی ہے کہ مکان نمبر سیکٹر بلاک نارتھ کراچی کا اصل اوریجنل لیز و دیگر کاغذات گم ہو گئے ہیں کسی صاحب کو ملیں تو براہ کرم مالک کو واپس کر دیں یا متعلقہ ادارے کو مطلع فرمائیں اگر کسی کو اس پر اعتراض ہو تو سات یوم کے اندر اندر دفتر رابطہ کرے بعد از یوم کوئی عذر قابل قبول نہ ہوگا۔ اطلاع عام کو بذریعہ اخبار ہذا اطلاع دی جاتی ہے کہ مکان نمبر سیکٹر بلاک نارتھ کراچی کا اصل اوریجنل لیز و دیگر کاغذات گم ہو گئے ہیں کسی صاحب کو ملیں تو براہ کرم مالک کو واپس کر دیں یا متعلقہ ادارے کو مطلع فرمائیں اگر کسی کو اس پر اعتراض ہو تو سات یوم کے اندر اندر دفتر رابطہ کرے بعد از یوم کوئی عذر قابل قبول نہ ہوگا۔ اطلاع عام کو بذریعہ اخبار ہذا اطلاع دی جاتی ہے کہ مکان نمبر سیکٹر بلاک نارتھ کراچی کا اصل اوریجنل لیز و دیگر کاغذات گم ہو گئے ہیں کسی صاحب کو ملیں تو براہ کرم مالک کو واپس کر دیں یا متعلقہ ادارے کو مطلع فرمائیں اگر کسی کو اس پر اعتراض ہو تو سات یوم کے اندر اندر دفتر رابطہ کرے بعد از یوم کوئی عذر قابل قبول نہ ہوگا۔ اطلاع عام کو بذریعہ اخبار ہذا اطلاع دی جاتی ہے کہ مکان نمبر سیکٹر بلاک نارتھ کراچی کا اصل اوریجنل لیز و دیگر کاغذات گم ہو گئے ہیں کسی صاحب کو ملیں تو براہ کرم مالک کو واپس کر دیں یا متعلقہ ادارے کو مطلع فرمائیں اگر کسی کو اس پر اعتراض ہو تو سات یوم کے اندر اندر دفتر رابطہ کرے بعد از یوم کوئی عذر قابل قبول نہ ہوگا۔ اطلاع عام کو بذریعہ اخبار ہذا اطلاع دی جاتی ہے کہ مکان نمبر سیکٹر بلاک نارتھ کراچی کا اصل اوریجنل لیز و دیگر کاغذات گم ہو گئے ہیں کسی صاحب کو ملیں تو براہ کرم مالک کو واپس کر دیں یا متعلقہ ادارے کو مطلع فرمائیں اگر کسی کو اس پر اعتراض ہو تو سات یوم کے اندر اندر دفتر رابطہ کرے بعد از یوم کوئی عذر قابل قبول نہ ہوگا۔ اطلاع عام کو بذریعہ اخبار ہذا اطلاع دی جاتی ہے کہ مکان نمبر سیکٹر بلاک نارتھ کراچی کا اصل اوریجنل لیز و دیگر کاغذات گم ہو گئے ہیں کسی صاحب کو ملیں تو براہ کرم مالک کو واپس کر دیں یا متعلقہ ادارے کو مطلع فرمائیں اگر کسی کو اس پر اعتراض ہو تو سات یوم کے اندر اندر دفتر رابطہ کرے بعد از یوم کوئی عذر قابل قبول نہ ہوگا۔ اطلاع عام کو بذریعہ اخبار ہذا اطلاع دی جاتی ہے کہ مکان نمبر سیکٹر بلاک نارتھ کراچی کا اصل اوریجنل لیز و دیگر کاغذات گم ہو گئے ہیں کسی صاحب کو ملیں تو براہ کرم مالک کو واپس کر دیں یا متعلقہ ادارے کو مطلع فرمائیں اگر کسی کو اس پر اعتراض ہو تو سات یوم کے اندر اندر دفتر رابطہ کرے بعد از یوم کوئی عذر قابل قبول نہ ہوگا۔ اطلاع عام کو بذریعہ اخبار ہذا اطلاع دی جاتی ہے کہ مکان نمبر سیکٹر بلاک نارتھ کراچی کا اصل اوریجنل لیز و دیگر کاغذات گم ہو گئے ہیں کسی صاحب کو ملیں تو براہ کرم مالک کو واپس کر دیں یا متعلقہ ادارے کو مطلع فرمائیں اگر کسی کو اس پر اعتراض ہو تو سات یوم کے اندر اندر دفتر رابطہ کرے بعد از یوم کوئی عذر قابل قبول نہ ہوگا۔ اطلاع عام کو بذریعہ اخبار ہذا اطلاع دی جاتی ہے کہ مکان نمبر سیکٹر بلاک نارتھ کراچی کا اصل اوریجنل لیز و دیگر کاغذات گم ہو گئے ہیں کسی صاحب کو ملیں تو براہ کرم مالک کو واپس کر دیں یا متعلقہ ادارے کو مطلع فرمائیں اگر کسی کو اس پر اعتراض ہو تو سات یوم کے اندر اندر دفتر رابطہ کرے بعد از یوم کوئی عذر قابل قبول نہ ہوگا۔ اطلاع عام کو بذریعہ اخبار ہذا اطلاع دی جاتی ہے کہ مکان نمبر سیکٹر بلاک نارتھ کراچی کا اصل اوریجنل لیز و دیگر کاغذات گم ہو گئے ہیں کسی صاحب کو ملیں تو براہ کرم مالک کو واپس کر دیں یا متعلقہ ادارے کو مطلع فرمائیں اگر کسی کو اس پر اعتراض ہو تو سات یوم کے اندر اندر دفتر رابطہ کرے بعد از یوم کوئی عذر قابل قبول نہ ہوگا۔ اطلاع عام کو بذریعہ اخبار ہذا اطلاع دی جاتی ہے کہ مکان نمبر سیکٹر بلاک نارتھ کراچی کا اصل اوریجنل لیز و دیگر کاغذات گم ہو گئے ہیں کسی صاحب کو ملیں تو براہ کرم مالک کو واپس کر دیں یا متعلقہ ادارے کو مطلع فرمائیں اگر کسی کو اس پر اعتراض ہو تو سات یوم کے اندر اندر دفتر رابطہ کرے بعد از یوم کوئی عذر قابل قبول نہ ہوگا۔ اطلاع عام کو بذریعہ اخبار ہذا اطلاع دی جاتی ہے کہ مکان نمبر سیکٹر بلاک نارتھ کراچی کا اصل اوریجنل لیز و دیگر کاغذات گم ہو گئے ہیں کسی صاحب کو ملیں تو براہ کرم مالک کو واپس کر دیں یا متعلقہ ادارے کو مطلع فرمائیں اگر کسی کو اس پر اعتراض ہو تو سات یوم کے اندر اندر دفتر رابطہ کرے بعد از یوم کوئی عذر قابل قبول نہ ہوگا۔ اطلاع عام کو بذریعہ اخبار ہذا اطلاع دی جاتی ہے کہ مکان نمبر سیکٹر بلاک نارتھ کراچی کا اصل اوریجنل لیز و دیگر کاغذات گم ہو گئے ہیں کسی صاحب کو ملیں تو براہ کرم مالک کو واپس کر دیں یا متعلقہ ادارے کو مطلع فرمائیں اگر کسی کو اس پر اعتراض ہو تو سات یوم کے اندر اندر دفتر رابطہ کرے بعد از یوم کوئی عذر قابل قبول نہ ہوگا۔ اطلاع عام کو بذریعہ اخبار ہذا اطلاع دی جاتی ہے کہ مکان نمبر سیکٹر بلاک نارتھ کراچی کا اصل اوریجنل لیز و دیگر کاغذات گم ہو گئے ہیں کسی صاحب کو ملیں تو براہ کرم مالک کو واپس کر دیں یا متعلقہ ادارے کو مطلع فرمائیں اگر کسی کو اس پر اعتراض ہو تو سات یوم کے اندر اندر دفتر رابطہ کرے بعد از یوم کوئی عذر قابل قبول نہ ہوگا۔ اطلاع عام کو بذریعہ اخبار ہذا اطلاع دی جاتی ہے کہ مکان نمبر سیکٹر بلاک نارتھ کراچی کا اصل اوریجنل لیز و دیگر کاغذات گم ہو گئے ہیں کسی صاحب کو ملیں تو براہ کرم مالک کو واپس کر دیں یا متعلقہ ادارے کو مطلع فرمائیں اگر کسی کو اس پر اعتراض ہو تو سات یوم کے اندر اندر دفتر رابطہ کرے بعد از یوم کوئی عذر قابل قبول نہ ہوگا۔ [169, 31, 337, 2331]
section-header-20: 20 اردو زبان کا انعقاد بقیہ [1027, 1976, 1190, 2003]
news-column-8: 01 احتجاجی مظاہرہ بقیہ کراچی شہر میں پولیس نے مختلف علاقوں میں کارروائی کرتے ہوئے متعدد ملزمان کو گرفتار کر لیا ہے جبکہ ان کے قبضے سے اسلحہ اور دیگر سامان برآمد کیا گیا ہے پولیس حکام کے مطابق ملزمان مختلف وارداتوں میں ملوث تھے اور ان کے خلاف مقدمات درج کر کے مزید تفتیش شروع کر دی گئی ہے۔ شہریوں نے پولیس کی کارکردگی کو سراہا ہے۔ کراچی شہر میں پولیس نے مختلف علاقوں میں کارروائی کرتے ہوئے متعدد ملزمان کو گرفتار کر لیا ہے جبکہ ان کے قبضے سے اسلحہ اور دیگر سامان برآمد کیا گیا ہے پولیس حکام کے مطابق ملزمان مختلف وارداتوں میں ملوث تھے اور ان کے خلاف مقدمات درج کر کے مزید تفتیش شروع کر دی گئی ہے۔ شہریوں نے پولیس کی کارکردگی کو سراہا ہے۔ 02 ذمہ داری لی بقیہ کراچی شہر میں پولیس نے مختلف علاقوں میں کارروائی کرتے ہوئے متعدد ملزمان کو گرفتار کر لیا ہے جبکہ ان کے قبضے سے اسلحہ اور دیگر سامان برآمد کیا گیا ہے پولیس حکام کے مطابق ملزمان مختلف وارداتوں میں ملوث تھے اور ان کے خلاف مقدمات درج کر کے مزید تفتیش شروع کر دی گئی ہے۔ شہریوں نے پولیس کی کارکردگی کو سراہا ہے۔ 03 احمد حسن قتل بقیہ کراچی شہر میں پولیس نے مختلف علاقوں میں کارروائی کرتے ہوئے متعدد ملزمان کو گرفتار کر لیا ہے جبکہ ان کے قبضے سے اسلحہ اور دیگر سامان برآمد کیا گیا ہے پولیس حکام کے مطابق ملزمان مختلف وارداتوں میں ملوث تھے اور ان کے خلاف مقدمات درج کر کے مزید تفتیش شروع کر دی گئی ہے۔ شہریوں نے پولیس کی کارکردگی کو سراہا ہے۔ کراچی شہر میں پولیس نے مختلف علاقوں میں کارروائی کرتے ہوئے متعدد ملزمان کو گرفتار کر لیا ہے جبکہ ان کے قبضے سے اسلحہ اور دیگر سامان برآمد کیا گیا ہے پولیس حکام کے مطابق ملزمان مختلف وارداتوں میں ملوث تھے اور ان کے خلاف مقدمات درج کر کے مزید تفتیش شروع کر دی گئی ہے۔ شہریوں نے پولیس کی کارکردگی کو سراہا ہے۔ 04 سنی تحریک بقیہ کراچی شہر میں پولیس نے مختلف علاقوں میں کارروائی کرتے ہوئے متعدد ملزمان کو گرفتار کر لیا ہے جبکہ ان کے قبضے سے اسلحہ اور دیگر سامان برآمد کیا گیا ہے پولیس حکام کے مطابق ملزمان مختلف وارداتوں میں ملوث تھے اور ان کے خلاف مقدمات درج کر کے مزید تفتیش شروع کر دی گئی ہے۔ شہریوں نے پولیس کی کارکردگی کو سراہا ہے۔ کراچی شہر میں پولیس نے مختلف علاقوں میں کارروائی کرتے ہوئے متعدد ملزمان کو گرفتار کر لیا ہے جبکہ ان کے قبضے سے اسلحہ اور دیگر سامان برآمد کیا گیا ہے پولیس حکام کے مطابق ملزمان مختلف وارداتوں میں ملوث تھے اور ان کے خلاف مقدمات درج کر کے مزید تفتیش شروع کر دی گئی ہے۔ شہریوں نے پولیس کی کارکردگی کو سراہا ہے۔ 05 ڈاکٹر فاروق ستار بقیہ کراچی شہر میں پولیس نے مختلف علاقوں میں کارروائی کرتے ہوئے متعدد ملزمان کو گرفتار کر لیا ہے جبکہ ان کے قبضے سے اسلحہ اور دیگر سامان برآمد کیا گیا ہے پولیس حکام کے مطابق ملزمان مختلف وارداتوں میں ملوث تھے اور ان کے خلاف مقدمات درج کر کے مزید تفتیش شروع کر دی گئی ہے۔ شہریوں نے پولیس کی کارکردگی کو سراہا ہے۔ 06 حکومت سندھ کی داک بقیہ کراچی شہر میں پولیس نے مختلف علاقوں میں کارروائی کرتے ہوئے متعدد ملزمان کو گرفتار کر لیا ہے جبکہ ان کے قبضے سے اسلحہ اور دیگر سامان برآمد کیا گیا ہے پولیس حکام کے مطابق ملزمان مختلف وارداتوں میں ملوث تھے اور ان کے خلاف مقدمات درج کر کے مزید تفتیش شروع کر دی گئی ہے۔ شہریوں نے پولیس کی کارکردگی کو سراہا ہے۔ کراچی شہر میں پولیس نے مختلف علاقوں میں کارروائی کرتے ہوئے متعدد ملزمان کو گرفتار کر لیا ہے جبکہ ان کے قبضے سے اسلحہ اور دیگر سامان برآمد کیا گیا ہے پولیس حکام کے مطابق ملزمان مختلف وارداتوں میں ملوث تھے اور ان کے خلاف مقدمات درج کر کے مزید تفتیش شروع کر دی گئی ہے۔ شہریوں نے پولیس کی کارکردگی کو سراہا ہے۔ 07 حامد صدیقی بقیہ کراچی شہر میں پولیس نے مختلف علاقوں میں کارروائی کرتے ہوئے متعدد ملزمان کو گرفتار کر لیا ہے جبکہ ان کے قبضے سے اسلحہ اور دیگر سامان برآمد کیا گیا ہے پولیس حکام کے مطابق ملزمان مختلف وارداتوں میں ملوث تھے اور ان کے خلاف مقدمات درج کر کے مزید تفتیش شروع کر دی گئی ہے۔ شہریوں نے پولیس کی کارکردگی کو سراہا ہے۔ 08 جان محمد بلوچ بقیہ کراچی شہر میں پولیس نے مختلف علاقوں میں کارروائی کرتے ہوئے متعدد ملزمان کو گرفتار کر لیا ہے جبکہ ان کے قبضے سے اسلحہ اور دیگر سامان برآمد کیا گیا ہے پولیس حکام کے مطابق ملزمان مختلف وارداتوں میں ملوث تھے اور ان کے خلاف مقدمات درج کر کے مزید تفتیش شروع کر دی گئی ہے۔ شہریوں نے پولیس کی کارکردگی کو سراہا ہے۔ کراچی شہر میں پولیس نے مختلف علاقوں میں کارروائی کرتے ہوئے متعدد ملزمان کو گرفتار کر لیا ہے جبکہ ان کے قبضے سے اسلحہ اور دیگر سامان برآمد کیا گیا ہے پولیس حکام کے مطابق ملزمان مختلف وارداتوں میں ملوث تھے اور ان کے خلاف مقدمات درج کر کے مزید تفتیش شروع کر دی گئی ہے۔ شہریوں نے پولیس کی کارکردگی کو سراہا ہے۔ 09 خلاف بڑی کارروائی بقیہ کراچی شہر میں پولیس نے مختلف علاقوں میں کارروائی کرتے ہوئے متعدد ملزمان کو گرفتار کر لیا ہے جبکہ ان کے قبضے سے اسلحہ اور دیگر سامان برآمد کیا گیا ہے پولیس حکام کے مطابق ملزمان مختلف وارداتوں میں ملوث تھے اور ان کے خلاف مقدمات درج کر کے مزید تفتیش شروع کر دی گئی ہے۔ شہریوں نے پولیس کی کارکردگی کو سراہا ہے۔ [1198, 35, 1359, 2575]
section-header-07: 07 حامد صدیقی بقیہ [1198, 1839, 1359, 1866]
section-header-28: 28 فیاض الحسن چوہان بقیہ [687, 195, 847, 222]
ilan-aam-header: 📢 اطلاع عام [512, 34, 679, 63]
section-header-18: 18 عمران خان بقیہ [1027, 1615, 1190, 1642]
section-header-21: 21 شکنجہ قانون جاری کرنے کا بقیہ [855, 180, 1019, 207]
news-column-5: کراچی شہر میں پولیس نے مختلف علاقوں میں کارروائی کرتے ہوئے متعدد ملزمان کو گرفتار کر لیا ہے جبکہ ان کے قبضے سے اسلحہ اور دیگر سامان برآمد کیا گیا ہے پولیس حکام کے مطابق ملزمان مختلف وارداتوں میں ملوث تھے اور ان کے خلاف مقدمات درج کر کے مزید تفتیش شروع کر دی گئی ہے۔ شہریوں نے پولیس کی کارکردگی کو سراہا ہے۔ 28 فیاض الحسن چوہان بقیہ کراچی شہر میں پولیس نے مختلف علاقوں میں کارروائی کرتے ہوئے متعدد ملزمان کو گرفتار کر لیا ہے جبکہ ان کے قبضے سے اسلحہ اور دیگر سامان برآمد کیا گیا ہے پولیس حکام کے مطابق ملزمان مختلف وارداتوں میں ملوث تھے اور ان کے خلاف مقدمات درج کر کے مزید تفتیش شروع کر دی گئی ہے۔ شہریوں نے پولیس کی کارکردگی کو سراہا ہے۔ کراچی شہر میں پولیس نے مختلف علاقوں میں کارروائی کرتے ہوئے متعدد ملزمان کو گرفتار کر لیا ہے جبکہ ان کے قبضے سے اسلحہ اور دیگر سامان برآمد کیا گیا ہے پولیس حکام کے مطابق ملزمان مختلف وارداتوں میں ملوث تھے اور ان کے خلاف مقدمات درج کر کے مزید تفتیش شروع کر دی گئی ہے۔ شہریوں نے پولیس کی کارکردگی کو سراہا ہے۔ کراچی شہر میں پولیس نے مختلف علاقوں میں کارروائی کرتے ہوئے متعدد ملزمان کو گرفتار کر لیا ہے جبکہ ان کے قبضے سے اسلحہ اور دیگر سامان برآمد کیا گیا ہے پولیس حکام کے مطابق ملزمان مختلف وارداتوں میں ملوث تھے اور ان کے خلاف مقدمات درج کر کے مزید تفتیش شروع کر دی گئی ہے۔ شہریوں نے پولیس کی کارکردگی کو سراہا ہے۔ 29 فوجی عدالتیں ختم بقیہ کراچی شہر میں پولیس نے مختلف علاقوں میں کارروائی کرتے ہوئے متعدد ملزمان کو گرفتار کر لیا ہے جبکہ ان کے قبضے سے اسلحہ اور دیگر سامان برآمد کیا گیا ہے پولیس حکام کے مطابق ملزمان مختلف وارداتوں میں ملوث تھے اور ان کے خلاف مقدمات درج کر کے مزید تفتیش شروع کر دی گئی ہے۔ شہریوں نے پولیس کی کارکردگی کو سراہا ہے۔ کراچی شہر میں پولیس نے مختلف علاقوں میں کارروائی کرتے ہوئے متعدد ملزمان کو گرفتار کر لیا ہے جبکہ ان کے قبضے سے اسلحہ اور دیگر سامان برآمد کیا گیا ہے پولیس حکام کے مطابق ملزمان مختلف وارداتوں میں ملوث تھے اور ان کے خلاف مقدمات درج کر کے مزید تفتیش شروع کر دی گئی ہے۔ شہریوں نے پولیس کی کارکردگی کو سراہا ہے۔ 30 منی لانڈرنگ کیس بقیہ کراچی شہر میں پولیس نے مختلف علاقوں میں کارروائی کرتے ہوئے متعدد ملزمان کو گرفتار کر لیا ہے جبکہ ان کے قبضے سے اسلحہ اور دیگر سامان برآمد کیا گیا ہے پولیس حکام کے مطابق ملزمان مختلف وارداتوں میں ملوث تھے اور ان کے خلاف مقدمات درج کر کے مزید تفتیش شروع کر دی گئی ہے۔ شہریوں نے پولیس کی کارکردگی کو سراہا ہے۔ کراچی شہر میں پولیس نے مختلف علاقوں میں کارروائی کرتے ہوئے متعدد ملزمان کو گرفتار کر لیا ہے جبکہ ان کے قبضے سے اسلحہ اور دیگر سامان برآمد کیا گیا ہے پولیس حکام کے مطابق ملزمان مختلف وارداتوں میں ملوث تھے اور ان کے خلاف مقدمات درج کر کے مزید تفتیش شروع کر دی گئی ہے۔ شہریوں نے پولیس کی کارکردگی کو سراہا ہے۔ 31 وزیراعظم بقیہ کراچی شہر میں پولیس نے مختلف علاقوں میں کارروائی کرتے ہوئے متعدد ملزمان کو گرفتار کر لیا ہے جبکہ ان کے قبضے سے اسلحہ اور دیگر سامان برآمد کیا گیا ہے پولیس حکام کے مطابق ملزمان مختلف وارداتوں میں ملوث تھے اور ان کے خلاف مقدمات درج کر کے مزید تفتیش شروع کر دی گئی ہے۔ شہریوں نے پولیس کی کارکردگی کو سراہا ہے۔ کراچی شہر میں پولیس نے مختلف علاقوں میں کارروائی کرتے ہوئے متعدد ملزمان کو گرفتار کر لیا ہے جبکہ ان کے قبضے سے اسلحہ اور دیگر سامان برآمد کیا گیا ہے پولیس حکام کے مطابق ملزمان مختلف وارداتوں میں ملوث تھے اور ان کے خلاف مقدمات درج کر کے مزید تفتیش شروع کر دی گئی ہے۔ شہریوں نے پولیس کی کارکردگی کو سراہا ہے۔ اطلاع عام اطلاع عام کو بذریعہ اخبار ہذا اطلاع دی جاتی ہے کہ مکان نمبر سیکٹر بلاک نارتھ کراچی کا اصل اوریجنل لیز و دیگر کاغذات گم ہو گئے ہیں کسی صاحب کو ملیں تو براہ کرم مالک کو واپس کر دیں یا متعلقہ ادارے کو مطلع فرمائیں اگر کسی کو اس پر اعتراض ہو تو سات یوم کے اندر اندر دفتر رابطہ کرے بعد از یوم کوئی عذر قابل قبول نہ ہوگا۔ اطلاع عام اطلاع عام کو بذریعہ اخبار ہذا اطلاع دی جاتی ہے کہ مکان نمبر سیکٹر بلاک نارتھ کراچی کا اصل اوریجنل لیز و دیگر کاغذات گم ہو گئے ہیں کسی صاحب کو ملیں تو براہ کرم مالک کو واپس کر دیں یا متعلقہ ادارے کو مطلع فرمائیں اگر کسی کو اس پر اعتراض ہو تو سات یوم کے اندر اندر دفتر رابطہ کرے بعد از یوم کوئی عذر قابل قبول نہ ہوگا۔ OBJECTION 0313-2120459 0312-2505675 [683, 31, 851, 2331]
